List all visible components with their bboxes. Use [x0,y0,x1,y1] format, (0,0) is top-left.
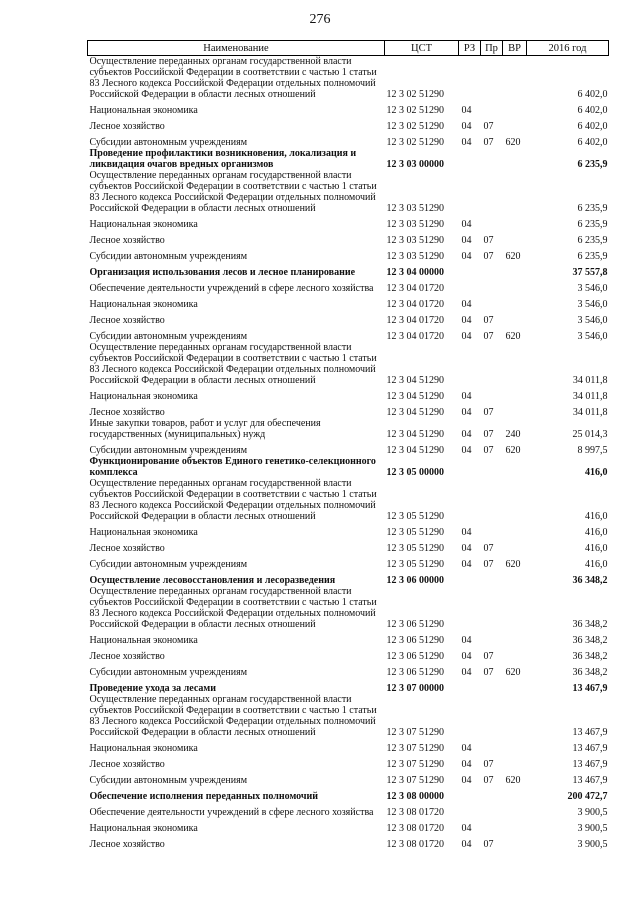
row-name: Субсидии автономным учреждениям [89,251,248,262]
section-row [88,678,609,694]
row-cst: 12 3 05 51290 [386,559,444,570]
header-cst: ЦСТ [385,41,459,56]
section-row [88,262,609,278]
row-pr: 07 [483,759,494,770]
row-rz [459,262,481,278]
table-header [88,41,609,56]
row-vr: 620 [505,137,521,148]
table-row [88,386,609,402]
row-vr [503,630,527,646]
row-vr [503,230,527,246]
row-cst: 12 3 04 51290 [386,445,444,456]
row-rz: 04 [461,839,472,850]
row-cst: 12 3 07 51290 [386,775,444,786]
row-amount: 416,0 [585,511,608,522]
table-row [88,294,609,310]
row-amount: 6 235,9 [577,203,608,214]
row-amount: 36 348,2 [572,619,608,630]
row-cst: 12 3 06 51290 [386,667,444,678]
row-cst: 12 3 07 51290 [386,759,444,770]
row-cst: 12 3 04 51290 [386,391,444,402]
table-row [88,56,609,101]
row-pr: 07 [483,407,494,418]
row-cst: 12 3 04 01720 [386,331,444,342]
row-name: Обеспечение исполнения переданных полномочий [89,791,319,802]
row-name: Обеспечение деятельности учреждений в сфере лесного хозяйства [89,283,374,294]
row-amount: 6 235,9 [577,159,608,170]
row-pr: 07 [483,651,494,662]
row-name: Проведение профилактики возникновения, локализация и ликвидация очагов вредных организмов [89,148,357,170]
row-cst: 12 3 03 51290 [386,235,444,246]
header-rz: РЗ [459,41,481,56]
row-pr [481,694,503,738]
row-pr [481,278,503,294]
table-row [88,326,609,342]
row-vr [503,754,527,770]
row-vr [503,694,527,738]
row-rz: 04 [461,331,472,342]
row-rz: 04 [461,121,472,132]
row-cst: 12 3 07 00000 [386,683,444,694]
row-rz: 04 [461,759,472,770]
row-rz: 04 [461,667,472,678]
row-name: Субсидии автономным учреждениям [89,137,248,148]
row-amount: 25 014,3 [572,429,608,440]
row-cst: 12 3 05 00000 [386,467,444,478]
row-vr [503,170,527,214]
row-name: Осуществление переданных органам государственной власти субъектов Российской Федерации в соответствии с частью 1 статьи 83 Лесного кодекса Российской Федерации отдельных полномочий Российской Федерации в области лесных отношений [89,170,377,214]
row-name: Национальная экономика [89,743,198,754]
row-vr [503,834,527,850]
table-row [88,342,609,386]
row-cst: 12 3 03 51290 [386,219,444,230]
table-row [88,478,609,522]
row-name: Лесное хозяйство [89,651,165,662]
row-rz: 04 [461,823,472,834]
row-vr [503,678,527,694]
row-pr [481,678,503,694]
row-pr: 07 [483,559,494,570]
row-name: Национальная экономика [89,391,198,402]
table-row [88,278,609,294]
row-pr [481,56,503,101]
row-rz: 04 [461,105,472,116]
row-cst: 12 3 05 51290 [386,527,444,538]
row-amount: 3 546,0 [577,331,608,342]
table-row [88,440,609,456]
row-name: Национальная экономика [89,299,198,310]
row-rz [459,570,481,586]
row-vr [503,478,527,522]
row-amount: 3 546,0 [577,315,608,326]
row-name: Функционирование объектов Единого генетико-селекционного комплекса [89,456,376,478]
table-row [88,586,609,630]
row-name: Субсидии автономным учреждениям [89,667,248,678]
row-amount: 8 997,5 [577,445,608,456]
row-amount: 416,0 [585,559,608,570]
row-name: Осуществление переданных органам государственной власти субъектов Российской Федерации в соответствии с частью 1 статьи 83 Лесного кодекса Российской Федерации отдельных полномочий Российской Федерации в области лесных отношений [89,478,377,522]
row-name: Лесное хозяйство [89,121,165,132]
row-cst: 12 3 08 01720 [386,839,444,850]
row-cst: 12 3 06 51290 [386,635,444,646]
row-vr [503,786,527,802]
table-row [88,630,609,646]
row-amount: 3 900,5 [577,823,608,834]
row-vr [503,56,527,101]
row-rz: 04 [461,743,472,754]
row-rz: 04 [461,651,472,662]
table-row [88,662,609,678]
table-row [88,538,609,554]
row-amount: 13 467,9 [572,743,608,754]
table-row [88,738,609,754]
row-pr: 07 [483,445,494,456]
table-row [88,100,609,116]
section-row [88,786,609,802]
row-vr: 620 [505,445,521,456]
row-pr: 07 [483,137,494,148]
row-amount: 13 467,9 [572,759,608,770]
row-pr: 07 [483,839,494,850]
row-cst: 12 3 04 51290 [386,375,444,386]
row-name: Субсидии автономным учреждениям [89,445,248,456]
row-rz: 04 [461,445,472,456]
row-vr: 620 [505,667,521,678]
table-row [88,818,609,834]
row-rz: 04 [461,391,472,402]
row-pr [481,738,503,754]
row-pr [481,214,503,230]
row-pr [481,100,503,116]
row-cst: 12 3 04 51290 [386,407,444,418]
row-rz: 04 [461,235,472,246]
row-pr [481,818,503,834]
table-row [88,770,609,786]
row-cst: 12 3 04 51290 [386,429,444,440]
row-vr [503,538,527,554]
row-amount: 13 467,9 [572,775,608,786]
row-cst: 12 3 08 01720 [386,823,444,834]
row-pr: 07 [483,543,494,554]
row-rz: 04 [461,429,472,440]
row-amount: 3 900,5 [577,839,608,850]
row-vr: 620 [505,559,521,570]
section-row [88,570,609,586]
row-name: Лесное хозяйство [89,315,165,326]
row-rz: 04 [461,775,472,786]
row-rz: 04 [461,219,472,230]
row-rz: 04 [461,559,472,570]
row-name: Осуществление переданных органам государственной власти субъектов Российской Федерации в соответствии с частью 1 статьи 83 Лесного кодекса Российской Федерации отдельных полномочий Российской Федерации в области лесных отношений [89,694,377,738]
row-pr [481,786,503,802]
row-name: Осуществление переданных органам государственной власти субъектов Российской Федерации в соответствии с частью 1 статьи 83 Лесного кодекса Российской Федерации отдельных полномочий Российской Федерации в области лесных отношений [89,342,377,386]
table-row [88,754,609,770]
table-row [88,116,609,132]
row-rz: 04 [461,251,472,262]
row-pr [481,386,503,402]
row-cst: 12 3 05 51290 [386,511,444,522]
row-name: Субсидии автономным учреждениям [89,331,248,342]
row-name: Субсидии автономным учреждениям [89,775,248,786]
row-rz [459,342,481,386]
row-rz: 04 [461,137,472,148]
table-row [88,802,609,818]
row-amount: 34 011,8 [572,391,608,402]
row-rz [459,678,481,694]
row-rz [459,278,481,294]
row-pr: 07 [483,121,494,132]
section-row [88,148,609,170]
row-vr [503,802,527,818]
table-row [88,246,609,262]
table-row [88,522,609,538]
row-vr [503,818,527,834]
row-cst: 12 3 08 01720 [386,807,444,818]
row-vr [503,116,527,132]
row-pr [481,630,503,646]
row-pr [481,456,503,478]
row-cst: 12 3 02 51290 [386,137,444,148]
row-cst: 12 3 03 51290 [386,203,444,214]
row-amount: 3 546,0 [577,299,608,310]
row-rz: 04 [461,527,472,538]
row-name: Проведение ухода за лесами [89,683,216,694]
row-rz [459,786,481,802]
row-pr [481,170,503,214]
row-amount: 13 467,9 [572,683,608,694]
row-amount: 6 235,9 [577,235,608,246]
row-rz [459,456,481,478]
table-row [88,834,609,850]
row-pr: 07 [483,429,494,440]
row-vr [503,214,527,230]
row-rz [459,694,481,738]
row-amount: 6 402,0 [577,105,608,116]
row-amount: 36 348,2 [572,575,608,586]
table-row [88,554,609,570]
row-name: Лесное хозяйство [89,759,165,770]
row-pr [481,342,503,386]
row-vr [503,646,527,662]
row-name: Национальная экономика [89,635,198,646]
row-amount: 6 235,9 [577,251,608,262]
budget-table [87,40,609,850]
section-row [88,456,609,478]
page-number: 276 [309,12,331,27]
row-amount: 36 348,2 [572,667,608,678]
row-amount: 6 402,0 [577,121,608,132]
row-amount: 37 557,8 [572,267,608,278]
row-name: Национальная экономика [89,823,198,834]
row-rz [459,478,481,522]
row-vr [503,386,527,402]
row-rz: 04 [461,543,472,554]
row-vr: 240 [505,429,521,440]
row-pr [481,586,503,630]
row-vr [503,262,527,278]
row-amount: 6 402,0 [577,89,608,100]
table-row [88,132,609,148]
row-cst: 12 3 05 51290 [386,543,444,554]
row-cst: 12 3 02 51290 [386,121,444,132]
row-amount: 3 900,5 [577,807,608,818]
row-pr: 07 [483,775,494,786]
table-row [88,694,609,738]
row-amount: 6 402,0 [577,137,608,148]
row-pr [481,570,503,586]
header-pr: Пр [481,41,503,56]
header-sum: 2016 год [527,41,609,56]
row-name: Лесное хозяйство [89,407,165,418]
row-cst: 12 3 08 00000 [386,791,444,802]
row-cst: 12 3 06 00000 [386,575,444,586]
row-amount: 13 467,9 [572,727,608,738]
row-vr [503,148,527,170]
row-vr [503,100,527,116]
row-cst: 12 3 04 01720 [386,299,444,310]
row-cst: 12 3 03 00000 [386,159,444,170]
row-pr [481,522,503,538]
row-rz: 04 [461,407,472,418]
row-pr: 07 [483,667,494,678]
row-name: Национальная экономика [89,105,198,116]
row-amount: 36 348,2 [572,651,608,662]
row-pr [481,148,503,170]
row-rz [459,586,481,630]
row-vr [503,738,527,754]
row-vr: 620 [505,331,521,342]
row-vr [503,310,527,326]
row-amount: 36 348,2 [572,635,608,646]
row-name: Национальная экономика [89,527,198,538]
header-name: Наименование [88,41,385,56]
row-rz [459,802,481,818]
row-cst: 12 3 06 51290 [386,619,444,630]
row-name: Обеспечение деятельности учреждений в сфере лесного хозяйства [89,807,374,818]
table-row [88,646,609,662]
row-rz [459,170,481,214]
table-row [88,214,609,230]
row-name: Иные закупки товаров, работ и услуг для обеспечения государственных (муниципальных) нужд [89,418,321,440]
row-rz: 04 [461,315,472,326]
row-pr [481,294,503,310]
row-cst: 12 3 02 51290 [386,89,444,100]
row-vr [503,402,527,418]
row-amount: 200 472,7 [567,791,608,802]
row-vr [503,278,527,294]
row-rz [459,56,481,101]
row-pr: 07 [483,315,494,326]
row-amount: 6 235,9 [577,219,608,230]
row-vr [503,570,527,586]
table-row [88,418,609,440]
row-name: Лесное хозяйство [89,543,165,554]
row-amount: 34 011,8 [572,375,608,386]
row-cst: 12 3 07 51290 [386,743,444,754]
row-cst: 12 3 03 51290 [386,251,444,262]
row-pr: 07 [483,331,494,342]
row-cst: 12 3 04 01720 [386,315,444,326]
row-name: Лесное хозяйство [89,235,165,246]
row-amount: 416,0 [585,543,608,554]
row-vr [503,456,527,478]
row-amount: 3 546,0 [577,283,608,294]
row-name: Осуществление переданных органам государственной власти субъектов Российской Федерации в соответствии с частью 1 статьи 83 Лесного кодекса Российской Федерации отдельных полномочий Российской Федерации в области лесных отношений [89,586,377,630]
row-vr [503,294,527,310]
row-cst: 12 3 04 01720 [386,283,444,294]
row-cst: 12 3 04 00000 [386,267,444,278]
table-row [88,230,609,246]
table-row [88,402,609,418]
row-vr [503,342,527,386]
row-pr: 07 [483,251,494,262]
row-cst: 12 3 02 51290 [386,105,444,116]
row-rz [459,148,481,170]
row-amount: 416,0 [585,467,608,478]
row-name: Субсидии автономным учреждениям [89,559,248,570]
row-name: Национальная экономика [89,219,198,230]
row-name: Осуществление переданных органам государственной власти субъектов Российской Федерации в соответствии с частью 1 статьи 83 Лесного кодекса Российской Федерации отдельных полномочий Российской Федерации в области лесных отношений [89,56,377,100]
row-name: Осуществление лесовосстановления и лесоразведения [89,575,336,586]
row-name: Лесное хозяйство [89,839,165,850]
row-vr: 620 [505,251,521,262]
row-pr [481,478,503,522]
header-vr: ВР [503,41,527,56]
row-cst: 12 3 07 51290 [386,727,444,738]
row-amount: 34 011,8 [572,407,608,418]
row-name: Организация использования лесов и лесное планирование [89,267,356,278]
table-row [88,170,609,214]
table-body [88,56,609,851]
row-rz: 04 [461,635,472,646]
row-pr [481,802,503,818]
row-amount: 416,0 [585,527,608,538]
row-pr [481,262,503,278]
table-row [88,310,609,326]
row-rz: 04 [461,299,472,310]
row-pr: 07 [483,235,494,246]
row-cst: 12 3 06 51290 [386,651,444,662]
row-vr [503,586,527,630]
row-vr [503,522,527,538]
row-vr: 620 [505,775,521,786]
